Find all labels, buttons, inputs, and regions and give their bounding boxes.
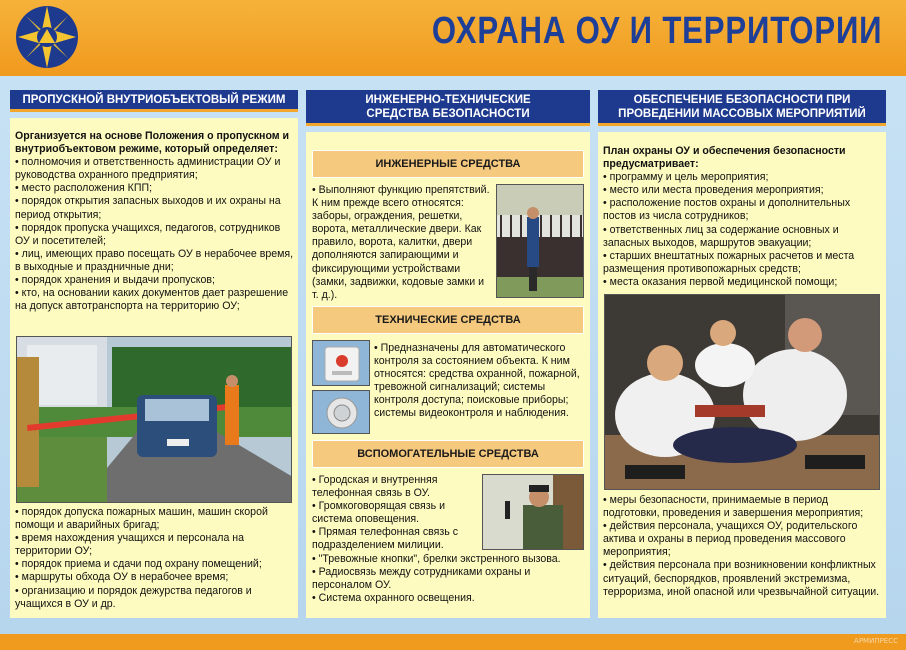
first-aid-photo (604, 294, 880, 490)
list-item: • организацию и порядок дежурства педагогов и учащихся в ОУ и др. (15, 585, 295, 611)
list-item: • Система охранного освещения. (312, 592, 586, 605)
list-item: • старших внештатных пожарных расчетов и места размещения противопожарных средств; (603, 250, 883, 276)
col1-banner-label: ПРОПУСКНОЙ ВНУТРИОБЪЕКТОВЫЙ РЕЖИМ (22, 93, 286, 106)
col1-list-bottom (15, 506, 295, 611)
col2-sec2-text (374, 342, 586, 421)
col1-text-bottom (15, 506, 295, 611)
col3-list-top (603, 171, 883, 289)
fence-photo (496, 184, 584, 298)
page-title: ОХРАНА ОУ И ТЕРРИТОРИИ (431, 10, 882, 52)
list-item: • Радиосвязь между сотрудниками охраны и персоналом ОУ. (312, 566, 586, 592)
list-item: • ответственных лиц за содержание основных и запасных выходов, маршрутов эвакуации; (603, 224, 883, 250)
list-item: • маршруты обхода ОУ в нерабочее время; (15, 571, 295, 584)
list-item: • Выполняют функцию препятствий. К ним прежде всего относятся: заборы, ограждения, решетки, ворота, металлические двери. Как правило, ворота, калитки, двери дополняются запирающими и фиксирующими устройствами (замки, задвижки, кодовые замки и т. д.). (312, 184, 492, 302)
list-item: • место или места проведения мероприятия; (603, 184, 883, 197)
col3-banner (598, 90, 886, 126)
list-item: • лиц, имеющих право посещать ОУ в нерабочее время, в выходные и праздничные дни; (15, 248, 295, 274)
emergency-star-emblem-icon (14, 4, 80, 70)
list-item: • место расположения КПП; (15, 182, 295, 195)
list-item: • программу и цель мероприятия; (603, 171, 883, 184)
checkpoint-photo (16, 336, 292, 503)
list-item: • Городская и внутренняя телефонная связь в ОУ. (312, 474, 476, 500)
list-item: • кто, на основании каких документов дает разрешение на допуск автотранспорта на территорию ОУ; (15, 287, 295, 313)
col1-lead: Организуется на основе Положения о пропускном и внутриобъектовом режиме, который определяет: (15, 130, 290, 156)
list-item: • порядок открытия запасных выходов и их охраны на период открытия; (15, 195, 295, 221)
col1-list-top (15, 156, 295, 313)
list-item: • действия персонала при возникновении конфликтных ситуаций, беспорядков, проявлений экстремизма, терроризма, иной опасной или чрезвычайной ситуации. (603, 559, 883, 598)
list-item: • расположение постов охраны и дополнительных постов из числа сотрудников; (603, 197, 883, 223)
list-item: • полномочия и ответственность администрации ОУ и руководства охранного предприятия; (15, 156, 295, 182)
col2-sec1-text (312, 184, 492, 302)
col1-banner (10, 90, 298, 112)
guard-radio-photo (482, 474, 584, 550)
list-item: • время нахождения учащихся и персонала на территории ОУ; (15, 532, 295, 558)
section-title-technical: ТЕХНИЧЕСКИЕ СРЕДСТВА (312, 306, 584, 334)
list-item: • порядок приема и сдачи под охрану помещений; (15, 558, 295, 571)
list-item: • Прямая телефонная связь с подразделением милиции. (312, 526, 476, 552)
col2-banner-label: ИНЖЕНЕРНО-ТЕХНИЧЕСКИЕ СРЕДСТВА БЕЗОПАСНОСТИ (365, 93, 531, 120)
col3-lead: План охраны ОУ и обеспечения безопасности предусматривает: (603, 145, 846, 171)
list-item: • Предназначены для автоматического контроля за состоянием объекта. К ним относятся: средства охранной, пожарной, тревожной сигнализаций; системы контроля доступа; поисковые приборы; системы видеоконтроля и наблюдения. (374, 342, 586, 421)
list-item: • порядок хранения и выдачи пропусков; (15, 274, 295, 287)
footer-bar (0, 634, 906, 650)
list-item: • действия персонала, учащихся ОУ, родительского актива и охраны в период проведения массового мероприятия; (603, 520, 883, 559)
section-title-engineering: ИНЖЕНЕРНЫЕ СРЕДСТВА (312, 150, 584, 178)
col3-list-bottom (603, 494, 883, 599)
list-item: • Громкоговорящая связь и система оповещения. (312, 500, 476, 526)
header-bar (0, 0, 906, 76)
list-item: • порядок пропуска учащихся, педагогов, сотрудников ОУ и посетителей; (15, 222, 295, 248)
alarm-device-photo (312, 340, 370, 386)
list-item: • "Тревожные кнопки", брелки экстренного вызова. (312, 553, 586, 566)
list-item: • места оказания первой медицинской помощи; (603, 276, 883, 289)
col3-text-bottom (603, 494, 883, 599)
sensor-device-photo (312, 390, 370, 434)
col3-banner-label: ОБЕСПЕЧЕНИЕ БЕЗОПАСНОСТИ ПРИ ПРОВЕДЕНИИ МАССОВЫХ МЕРОПРИЯТИЙ (618, 93, 866, 120)
list-item: • меры безопасности, принимаемые в период подготовки, проведения и завершения мероприятия; (603, 494, 883, 520)
col3-text-top (603, 145, 883, 289)
section-title-auxiliary: ВСПОМОГАТЕЛЬНЫЕ СРЕДСТВА (312, 440, 584, 468)
list-item: • порядок допуска пожарных машин, машин скорой помощи и аварийных бригад; (15, 506, 295, 532)
col2-banner (306, 90, 590, 126)
publisher-mark: АРМИПРЕСС (854, 637, 898, 645)
col1-text-top (15, 130, 295, 313)
